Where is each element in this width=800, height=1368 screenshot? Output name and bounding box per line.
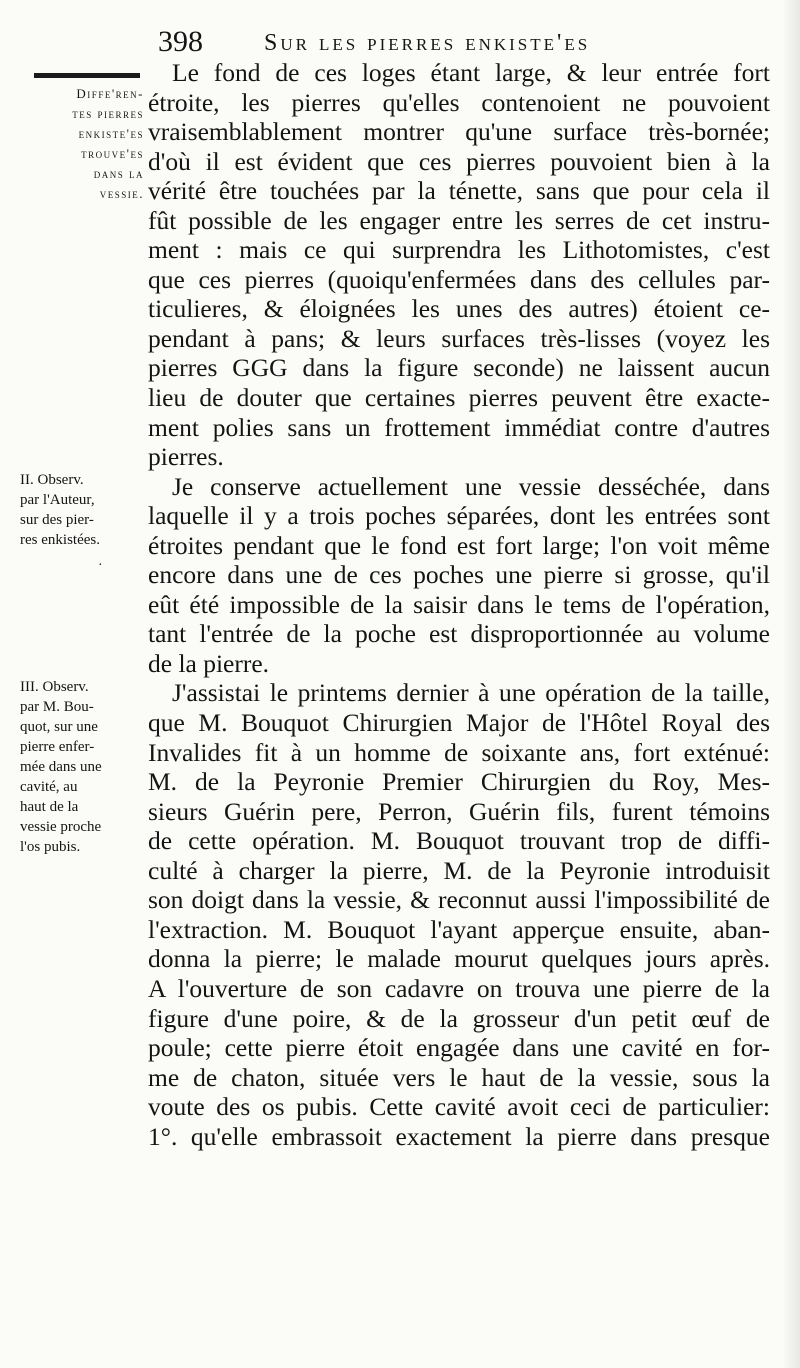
- margin-note-line: vessie proche: [20, 819, 102, 835]
- margin-note-line: par l'Auteur,: [20, 492, 95, 508]
- text-line: poule; cette pierre étoit engagée dans une cavité en for-: [148, 1033, 770, 1063]
- text-line: Invalides fit à un homme de soixante ans, fort exténué:: [148, 737, 770, 767]
- text-line: Je conserve actuellement une vessie desséchée, dans: [172, 471, 770, 501]
- text-line: sieurs Guérin pere, Perron, Guérin fils, furent témoins: [148, 796, 770, 826]
- margin-note-line: cavité, au: [20, 779, 78, 795]
- text-line: culté à charger la pierre, M. de la Peyronie introduisit: [148, 855, 770, 885]
- text-line: lieu de douter que certaines pierres peuvent être exacte-: [148, 383, 770, 413]
- text-line: eût été impossible de la saisir dans le tems de l'opération,: [148, 589, 770, 619]
- page-header: [152, 22, 772, 62]
- text-line: figure d'une poire, & de la grosseur d'un petit œuf de: [148, 1003, 770, 1033]
- text-line: pendant à pans; & leurs surfaces très-lisses (voyez les: [148, 323, 770, 353]
- text-line: ment : mais ce qui surprendra les Lithotomistes, c'est: [148, 235, 770, 265]
- text-line: pierres GGG dans la figure seconde) ne laissent aucun: [148, 353, 770, 383]
- text-line: l'extraction. M. Bouquot l'ayant apperçue ensuite, aban-: [148, 914, 770, 944]
- margin-note-line: II. Observ.: [20, 472, 84, 488]
- margin-note-2: [20, 470, 144, 550]
- running-title: Sur les pierres enkiste'es: [264, 30, 591, 56]
- text-line: vérité être touchées par la ténette, sans que pour cela il: [148, 176, 770, 206]
- text-line: étroites pendant que le fond est fort large; l'on voit même: [148, 530, 770, 560]
- text-line: ticulieres, & éloignées les unes des autres) étoient ce-: [148, 294, 770, 324]
- paragraph-1: [148, 58, 770, 472]
- margin-note-line: pierre enfer-: [20, 739, 95, 755]
- margin-note-3: [20, 677, 144, 857]
- text-line: d'où il est évident que ces pierres pouvoient bien à la: [148, 146, 770, 176]
- margin-dot: ·: [98, 558, 103, 573]
- text-line: que M. Bouquot Chirurgien Major de l'Hôtel Royal des: [148, 708, 770, 738]
- text-line: laquelle il y a trois poches séparées, dont les entrées sont: [148, 501, 770, 531]
- paragraph-3: [148, 678, 770, 1151]
- page-number: 398: [158, 25, 203, 58]
- margin-note-line: quot, sur une: [20, 719, 98, 735]
- text-line: encore dans une de ces poches une pierre si grosse, qu'il: [148, 560, 770, 590]
- page-edge-shadow: [782, 0, 800, 1368]
- text-line: vraisemblablement montrer qu'une surface très-bornée;: [148, 117, 770, 147]
- margin-note-line: par M. Bou-: [20, 699, 94, 715]
- text-line: J'assistai le printems dernier à une opération de la taille,: [172, 678, 770, 708]
- margin-rule: [34, 73, 140, 78]
- text-line: que ces pierres (quoiqu'enfermées dans des cellules par-: [148, 264, 770, 294]
- text-line: donna la pierre; le malade mourut quelques jours après.: [148, 944, 770, 974]
- text-line: ment polies sans un frottement immédiat contre d'autres: [148, 412, 770, 442]
- margin-note-line: haut de la: [20, 799, 79, 815]
- text-line: fût possible de les engager entre les serres de cet instru-: [148, 205, 770, 235]
- text-line: son doigt dans la vessie, & reconnut aussi l'impossibilité de: [148, 885, 770, 915]
- margin-note-line: mée dans une: [20, 759, 102, 775]
- margin-note-line: trouve'es: [81, 146, 144, 161]
- margin-note-line: vessie.: [99, 186, 144, 201]
- margin-note-line: enkiste'es: [78, 126, 144, 141]
- text-line: 1°. qu'elle embrassoit exactement la pierre dans presque: [148, 1121, 770, 1151]
- margin-note-line: l'os pubis.: [20, 839, 81, 855]
- text-line: voute des os pubis. Cette cavité avoit ceci de particulier:: [148, 1092, 770, 1122]
- text-line: me de chaton, située vers le haut de la vessie, sous la: [148, 1062, 770, 1092]
- body-text: [148, 58, 770, 1151]
- text-line: de cette opération. M. Bouquot trouvant trop de diffi-: [148, 826, 770, 856]
- margin-note-1: [20, 84, 144, 204]
- margin-note-line: dans la: [93, 166, 144, 181]
- margin-note-line: III. Observ.: [20, 679, 89, 695]
- text-line: étroite, les pierres qu'elles contenoient ne pouvoient: [148, 87, 770, 117]
- margin-note-line: sur des pier-: [20, 512, 94, 528]
- text-line: de la pierre.: [148, 648, 270, 678]
- text-line: pierres.: [148, 442, 224, 472]
- text-line: A l'ouverture de son cadavre on trouva une pierre de la: [148, 973, 770, 1003]
- text-line: Le fond de ces loges étant large, & leur entrée fort: [172, 58, 770, 87]
- text-line: M. de la Peyronie Premier Chirurgien du Roy, Mes-: [148, 767, 770, 797]
- margin-note-line: tes pierres: [72, 106, 144, 121]
- paragraph-2: [148, 472, 770, 679]
- margin-note-line: res enkistées.: [20, 532, 100, 548]
- text-line: tant l'entrée de la poche est disproportionnée au volume: [148, 619, 770, 649]
- margin-note-line: Diffe'ren-: [76, 86, 144, 101]
